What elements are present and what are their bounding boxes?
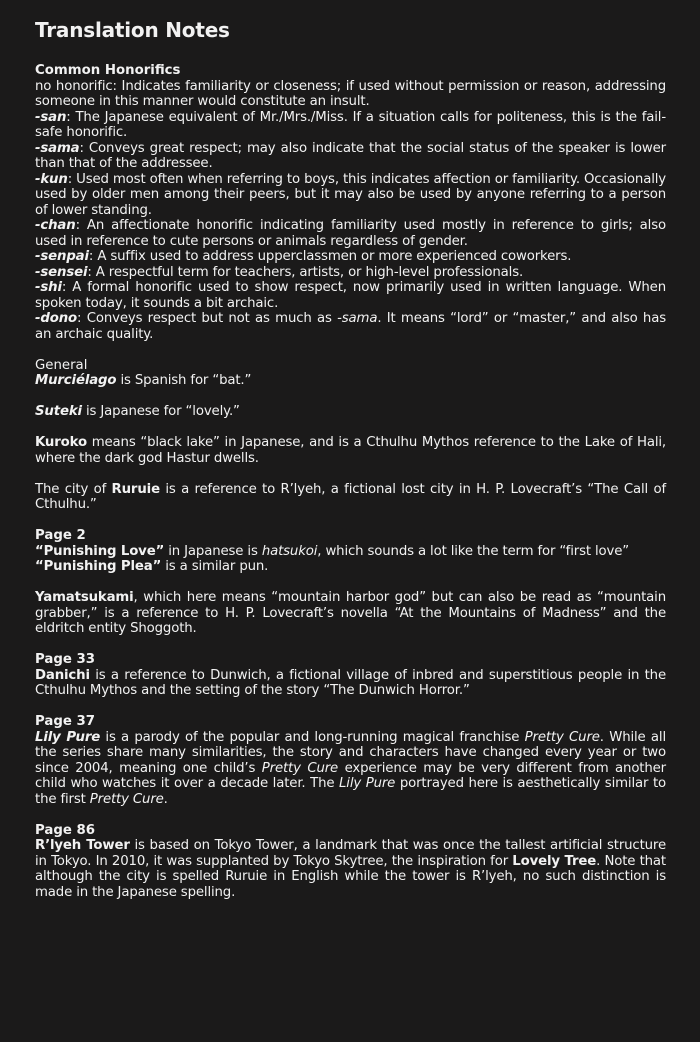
honorific-kun: -kun: Used most often when referring to boys, this indicates affection or familiarity. Occasionally used by older men among their peers, but it may also be used by anyone referring to a person of lower standing. [35,171,666,218]
honorific-senpai: -senpai: A suffix used to address upperclassmen or more experienced coworkers. [35,249,572,264]
note-punishing: “Punishing Love” in Japanese is hatsukoi, which sounds a lot like the term for “first love” “Punishing Plea” is a similar pun. [35,543,629,574]
note-danichi: Danichi is a reference to Dunwich, a fictional village of inbred and superstitious people in the Cthulhu Mythos and the setting of the story “The Dunwich Horror.” [35,667,666,698]
honorific-none: no honorific: Indicates familiarity or closeness; if used without permission or reason, addressing someone in this manner would constitute an insult. [35,78,666,109]
note-ruruie: The city of Ruruie is a reference to R’lyeh, a fictional lost city in H. P. Lovecraft’s “The Call of Cthulhu.” [35,481,666,512]
honorifics-heading: Common Honorifics [35,63,181,78]
note-rlyeh-tower: R’lyeh Tower is based on Tokyo Tower, a landmark that was once the tallest artificial structure in Tokyo. In 2010, it was supplanted by Tokyo Skytree, the inspiration for Lovely Tree. Note that although the city is spelled Ruruie in English while the tower is R’lyeh, no such distinction is made in the Japanese spelling. [35,838,666,900]
page33-section [35,652,666,699]
general-section [35,358,666,513]
note-yamatsukami: Yamatsukami, which here means “mountain harbor god” but can also be read as “mountain grabber,” is a reference to H. P. Lovecraft’s novella “At the Mountains of Madness” and the eldritch entity Shoggoth. [35,590,666,636]
note-suteki: Suteki is Japanese for “lovely.” [35,404,240,419]
honorifics-section [35,63,666,342]
page37-heading: Page 37 [35,714,96,729]
page2-section [35,528,666,637]
page2-heading: Page 2 [35,528,86,543]
honorific-sama: -sama: Conveys great respect; may also indicate that the social status of the speaker is lower than that of the addressee. [35,140,666,171]
honorific-chan: -chan: An affectionate honorific indicating familiarity used mostly in reference to girls; also used in reference to cute persons or animals regardless of gender. [35,218,666,249]
honorific-sensei: -sensei: A respectful term for teachers, artists, or high-level professionals. [35,264,524,280]
honorific-san: -san: The Japanese equivalent of Mr./Mrs./Miss. If a situation calls for politeness, this is the fail-safe honorific. [35,109,666,140]
note-kuroko: Kuroko means “black lake” in Japanese, and is a Cthulhu Mythos reference to the Lake of Hali, where the dark god Hastur dwells. [35,435,666,466]
page33-heading: Page 33 [35,652,96,667]
page37-section [35,714,666,807]
general-heading: General [35,357,88,373]
note-murcielago: Murciélago is Spanish for “bat.” [35,373,252,388]
honorific-shi: -shi: A formal honorific used to show respect, now primarily used in written language. When spoken today, it sounds a bit archaic. [35,280,666,311]
page86-section [35,823,666,901]
honorific-dono: -dono: Conveys respect but not as much as -sama. It means “lord” or “master,” and also has an archaic quality. [35,311,666,342]
page86-heading: Page 86 [35,822,96,838]
page-title: Translation Notes [35,18,230,42]
note-lily-pure: Lily Pure is a parody of the popular and long-running magical franchise Pretty Cure. While all the series share many similarities, the story and characters have changed every year or two since 2004, meaning one child’s Pretty Cure experience may be very different from another child who watches it over a decade later. The Lily Pure portrayed here is aesthetically similar to the first Pretty Cure. [35,729,666,807]
